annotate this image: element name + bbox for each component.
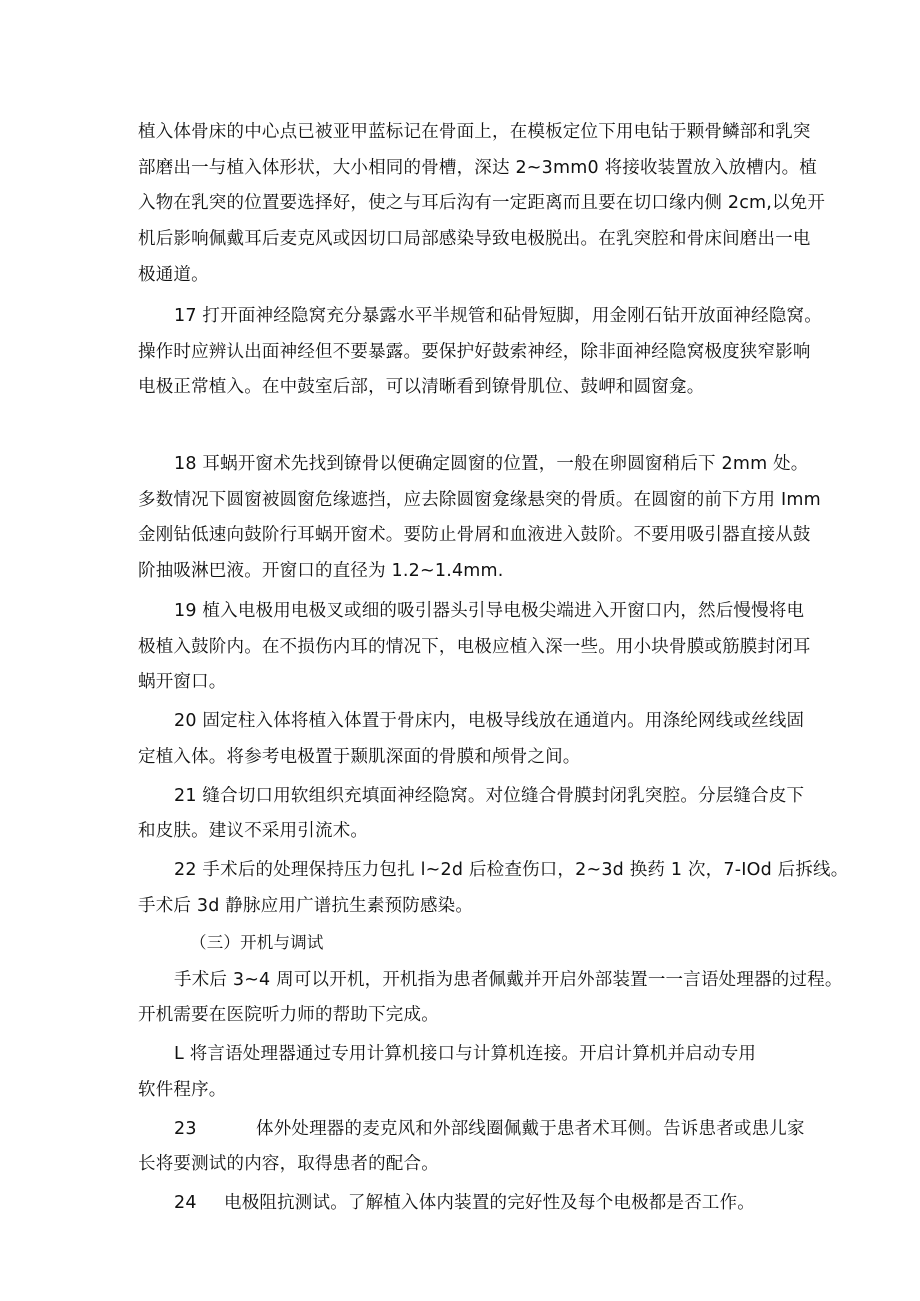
paragraph-line: 定植入体。将参考电极置于颞肌深面的骨膜和颅骨之间。 [138, 747, 581, 767]
item-number: 23 [174, 1119, 197, 1139]
paragraph-line: 极植入鼓阶内。在不损伤内耳的情况下，电极应植入深一些。用小块骨膜或筋膜封闭耳 [138, 637, 811, 657]
paragraph-line: 多数情况下圆窗被圆窗危缘遮挡，应去除圆窗龛缘悬突的骨质。在圆窗的前下方用 Imm [138, 490, 821, 510]
paragraph-line: 机后影响佩戴耳后麦克风或因切口局部感染导致电极脱出。在乳突腔和骨床间磨出一电 [138, 229, 811, 249]
paragraph-line: 手术后 3~4 周可以开机，开机指为患者佩戴并开启外部装置一一言语处理器的过程。 [174, 970, 843, 990]
paragraph-line: 17 打开面神经隐窝充分暴露水平半规管和砧骨短脚，用金刚石钻开放面神经隐窝。 [174, 306, 822, 326]
paragraph-line: 开机需要在医院听力师的帮助下完成。 [138, 1005, 439, 1025]
item-text: 体外处理器的麦克风和外部线圈佩戴于患者术耳侧。告诉患者或患儿家 [256, 1119, 805, 1139]
paragraph-line: 20 固定柱入体将植入体置于骨床内，电极导线放在通道内。用涤纶网线或丝线固 [174, 711, 805, 731]
paragraph-line: 19 植入电极用电极叉或细的吸引器头引导电极尖端进入开窗口内，然后慢慢将电 [174, 601, 805, 621]
item-text: 电极阻抗测试。了解植入体内装置的完好性及每个电极都是否工作。 [224, 1193, 755, 1213]
paragraph-line: 极通道。 [138, 265, 209, 285]
paragraph-line: 蜗开窗口。 [138, 672, 227, 692]
paragraph-line: L 将言语处理器通过专用计算机接口与计算机连接。开启计算机并启动专用 [174, 1044, 757, 1064]
paragraph-line: 22 手术后的处理保持压力包扎 l~2d 后检查伤口，2~3d 换药 1 次，7-IOd 后拆线。 [174, 860, 849, 880]
paragraph-line: 植入体骨床的中心点已被亚甲蓝标记在骨面上，在模板定位下用电钻于颗骨鳞部和乳突 [138, 122, 811, 142]
paragraph-line: 金刚钻低速向鼓阶行耳蜗开窗术。要防止骨屑和血液进入鼓阶。不要用吸引器直接从鼓 [138, 525, 811, 545]
paragraph-line: 软件程序。 [138, 1080, 227, 1100]
paragraph-line: 和皮肤。建议不采用引流术。 [138, 821, 369, 841]
paragraph-line: 21 缝合切口用软组织充填面神经隐窝。对位缝合骨膜封闭乳突腔。分层缝合皮下 [174, 786, 805, 806]
paragraph-line: 手术后 3d 静脉应用广谱抗生素预防感染。 [138, 896, 474, 916]
paragraph-line [174, 1190, 755, 1216]
paragraph-line: 入物在乳突的位置要选择好，使之与耳后沟有一定距离而且要在切口缘内侧 2cm,以免开 [138, 193, 826, 213]
section-heading: （三）开机与调试 [190, 933, 324, 952]
paragraph-line: 18 耳蜗开窗术先找到镣骨以便确定圆窗的位置，一般在卵圆窗稍后下 2mm 处。 [174, 454, 809, 474]
paragraph-line [174, 1116, 805, 1142]
paragraph-line: 电极正常植入。在中鼓室后部，可以清晰看到镣骨肌位、鼓岬和圆窗龛。 [138, 377, 705, 397]
item-number: 24 [174, 1193, 197, 1213]
paragraph-line: 部磨出一与植入体形状，大小相同的骨槽，深达 2~3mm0 将接收装置放入放槽内。植 [138, 158, 817, 178]
paragraph-line: 长将要测试的内容，取得患者的配合。 [138, 1154, 439, 1174]
paragraph-line: 阶抽吸淋巴液。开窗口的直径为 1.2~1.4mm. [138, 561, 504, 581]
paragraph-line: 操作时应辨认出面神经但不要暴露。要保护好鼓索神经，除非面神经隐窝极度狭窄影响 [138, 342, 811, 362]
